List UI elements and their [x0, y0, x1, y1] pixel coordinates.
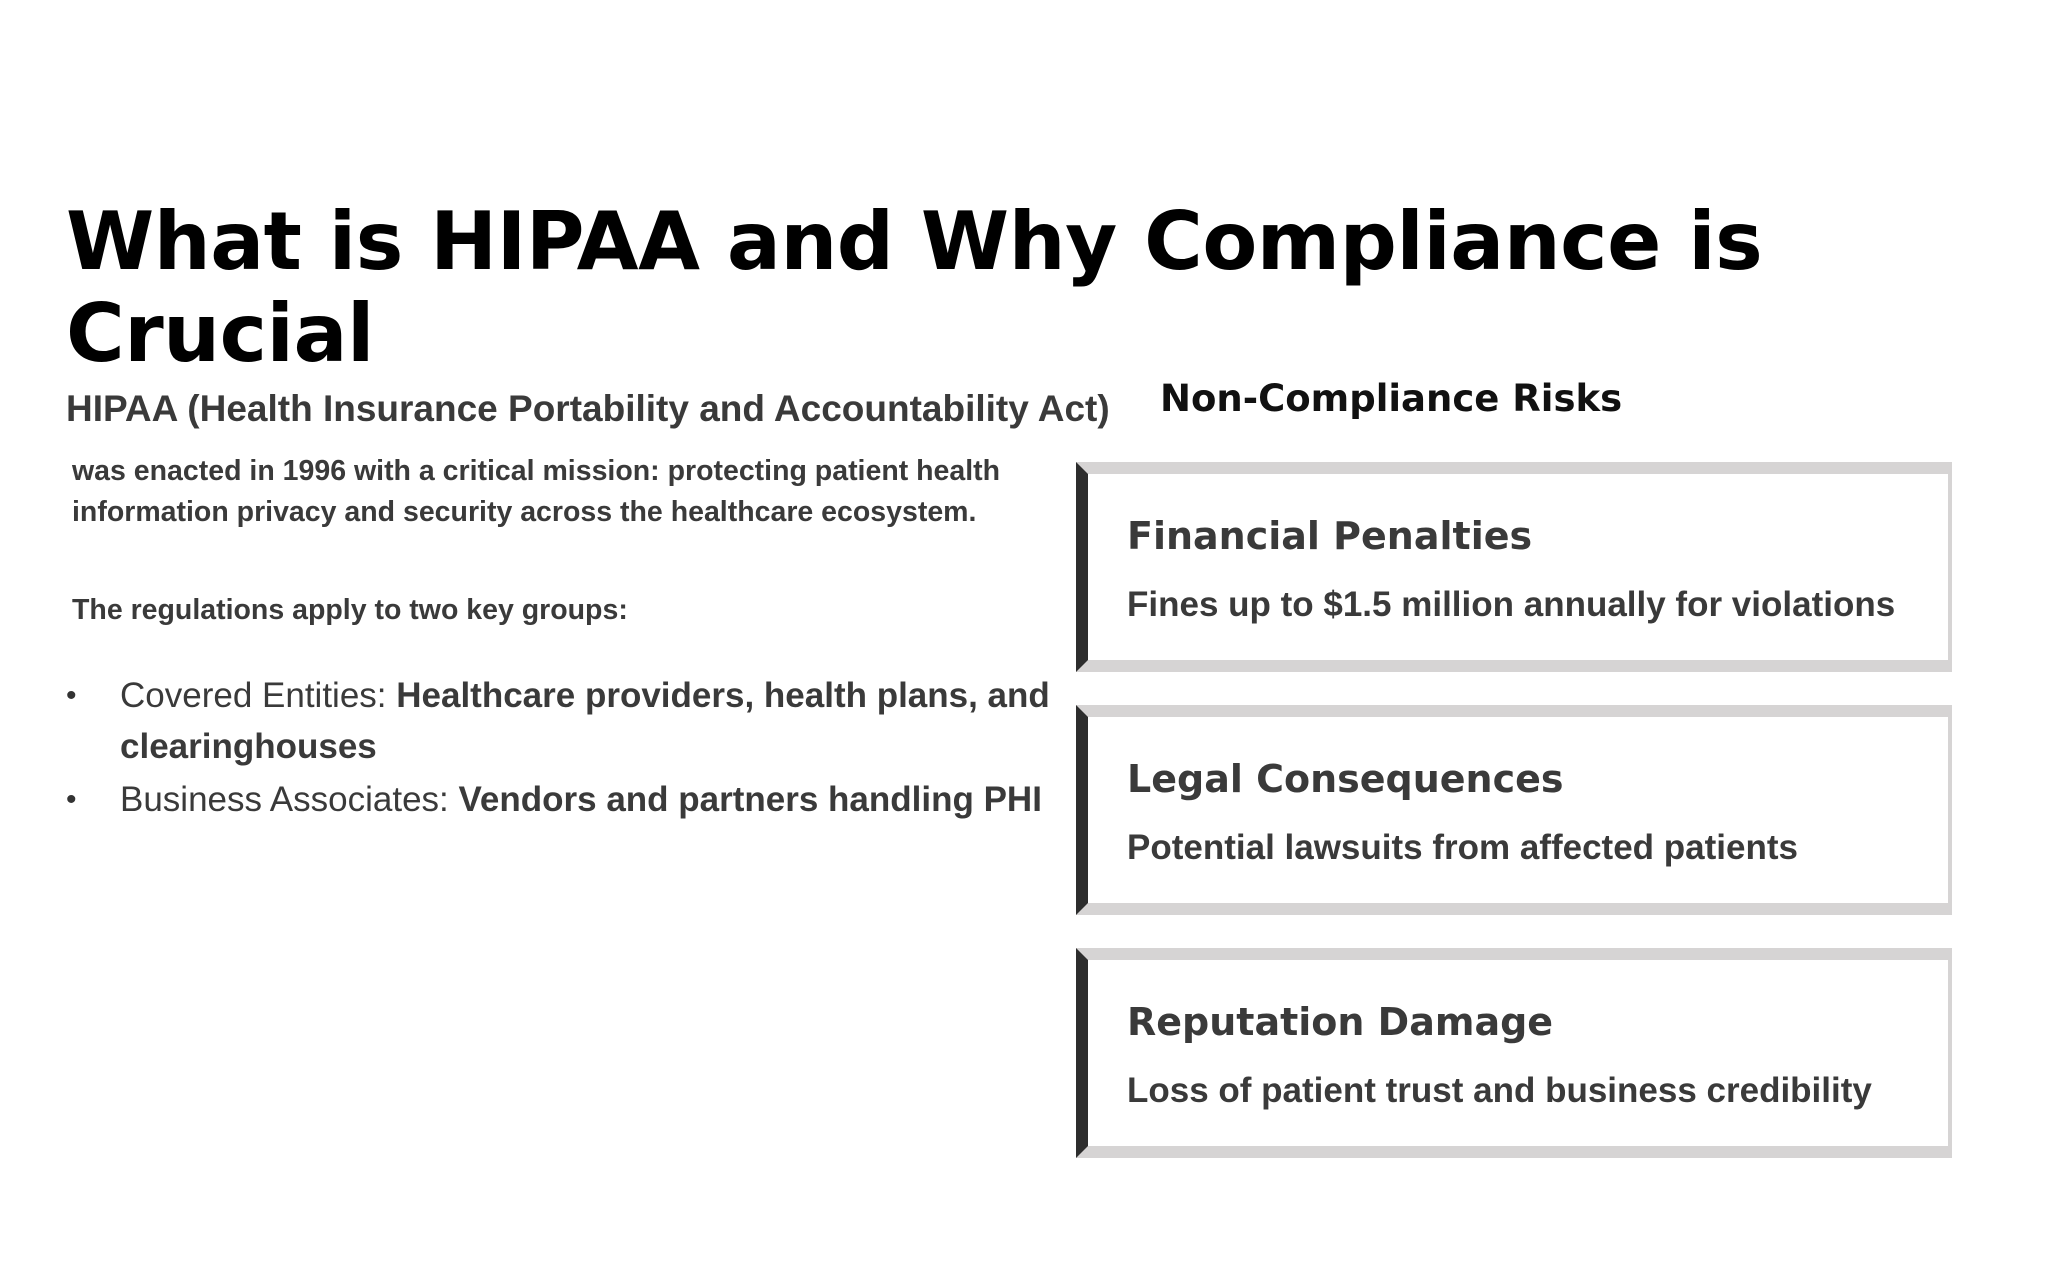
group-description: Vendors and partners handling PHI: [458, 780, 1042, 819]
group-term: Covered Entities:: [120, 676, 397, 715]
risk-card-title: Reputation Damage: [1127, 1000, 1554, 1044]
group-term: Business Associates:: [120, 780, 459, 819]
risks-heading: Non-Compliance Risks: [1160, 377, 1623, 420]
intro-heading: HIPAA (Health Insurance Portability and Accountability Act): [66, 388, 1110, 429]
list-item-business-associates: [66, 774, 1066, 825]
risk-card-reputation: [1076, 948, 1952, 1158]
risk-card-description: Loss of patient trust and business credibility: [1127, 1071, 1872, 1110]
risk-card-financial: [1076, 462, 1952, 672]
bullet-icon: •: [66, 783, 77, 816]
group-description: Healthcare providers, health plans, and clearinghouses: [120, 676, 1050, 766]
risk-card-description: Potential lawsuits from affected patients: [1127, 828, 1798, 867]
risk-card-title: Legal Consequences: [1127, 757, 1564, 801]
bullet-icon: •: [66, 679, 77, 712]
risk-card-title: Financial Penalties: [1127, 514, 1533, 558]
intro-body: was enacted in 1996 with a critical mission: protecting patient health information privacy and security across the healthcare ecosystem.: [72, 455, 1001, 528]
intro-groups-text: The regulations apply to two key groups:: [72, 594, 628, 626]
risk-card-legal: [1076, 705, 1952, 915]
key-groups-list: [66, 670, 1066, 827]
page-title: What is HIPAA and Why Compliance is Crucial: [66, 195, 1763, 380]
list-item-covered-entities: [66, 670, 1066, 772]
risk-card-description: Fines up to $1.5 million annually for violations: [1127, 585, 1896, 624]
